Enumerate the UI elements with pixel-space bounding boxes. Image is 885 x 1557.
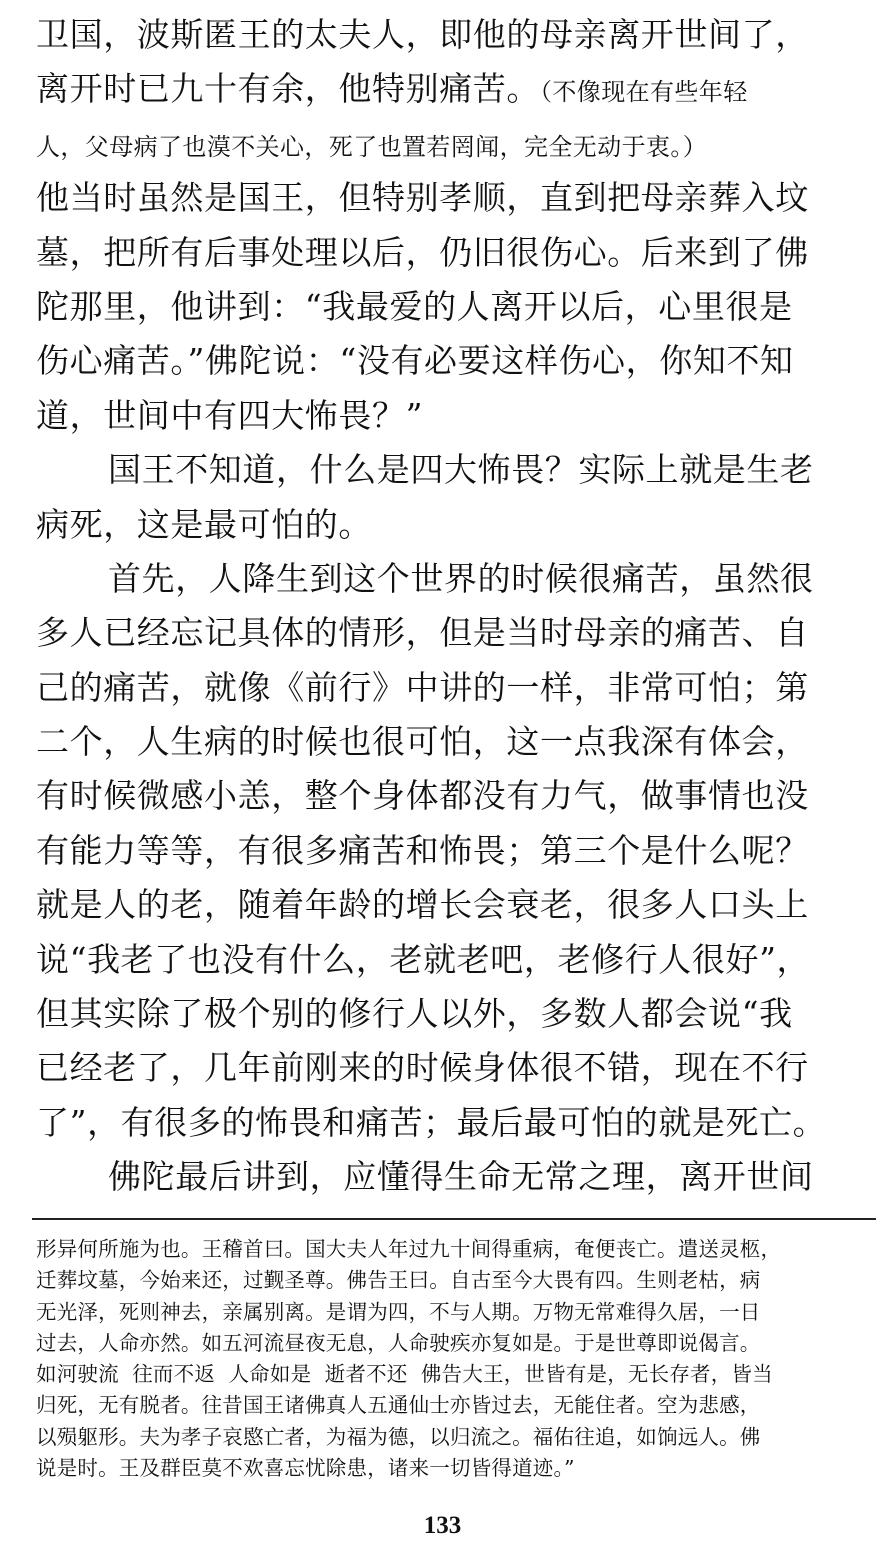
text-line: 佛陀最后讲到，应懂得生命无常之理，离开世间	[108, 1157, 814, 1197]
footnote-line: 归死，无有脱者。往昔国王诸佛真人五通仙士亦皆过去，无能住者。空为悲感，	[36, 1393, 761, 1418]
footnote-divider	[32, 1218, 876, 1220]
text-line: 有时候微感小恙，整个身体都没有力气，做事情也没	[36, 776, 809, 816]
main-text	[36, 8, 876, 1205]
parenthetical-note: 人，父母病了也漠不关心，死了也置若罔闻，完全无动于衷。）	[36, 132, 708, 161]
text-line: 国王不知道，什么是四大怖畏？实际上就是生老	[108, 450, 814, 490]
page-number: 133	[423, 1512, 462, 1539]
footnote-line: 说是时。王及群臣莫不欢喜忘忧除患，诸来一切皆得道迹。”	[36, 1456, 575, 1481]
footnote-line: 以殒躯形。夫为孝子哀愍亡者，为福为德，以归流之。福佑往追，如饷远人。佛	[36, 1424, 761, 1449]
text-line: 卫国，波斯匿王的太夫人，即他的母亲离开世间了，	[36, 15, 809, 54]
text-line: 病死，这是最可怕的。	[36, 504, 372, 544]
text-line: 了”，有很多的怖畏和痛苦；最后最可怕的就是死亡。	[36, 1102, 827, 1142]
text-line: 首先，人降生到这个世界的时候很痛苦，虽然很	[108, 558, 814, 598]
text-line: 陀那里，他讲到：“我最爱的人离开以后，心里很是	[36, 286, 793, 326]
text-line: 离开时已九十有余，他特别痛苦。（不像现在有些年轻	[36, 69, 748, 109]
footnote-line: 无光泽，死则神去，亲属别离。是谓为四，不与人期。万物无常难得久居，一日	[36, 1299, 761, 1324]
text-line: 己的痛苦，就像《前行》中讲的一样，非常可怕；第	[36, 667, 809, 707]
text-line: 道，世间中有四大怖畏？”	[36, 395, 424, 435]
footnote-line: 形异何所施为也。王稽首曰。国大夫人年过九十间得重病，奄便丧亡。遣送灵柩，	[36, 1237, 782, 1261]
text-line: 已经老了，几年前刚来的时候身体很不错，现在不行	[36, 1048, 809, 1088]
text-line: 说“我老了也没有什么，老就老吧，老修行人很好”，	[36, 939, 811, 979]
footnote-block	[36, 1234, 876, 1484]
text-line: 二个，人生病的时候也很可怕，这一点我深有体会，	[36, 722, 809, 762]
footnote-line: 迁葬坟墓，今始来还，过觐圣尊。佛告王曰。自古至今大畏有四。生则老枯，病	[36, 1268, 761, 1293]
text-line: 有能力等等，有很多痛苦和怖畏；第三个是什么呢？	[36, 830, 809, 870]
footnote-line: 过去，人命亦然。如五河流昼夜无息，人命驶疾亦复如是。于是世尊即说偈言。	[36, 1330, 761, 1355]
text-line: 就是人的老，随着年龄的增长会衰老，很多人口头上	[36, 885, 809, 925]
parenthetical-note: （不像现在有些年轻	[540, 78, 748, 107]
text-line: 但其实除了极个别的修行人以外，多数人都会说“我	[36, 994, 793, 1034]
text-line	[36, 117, 876, 171]
text-line: 墓，把所有后事处理以后，仍旧很伤心。后来到了佛	[36, 232, 809, 272]
text-line: 多人已经忘记具体的情形，但是当时母亲的痛苦、自	[36, 613, 809, 653]
text-line: 伤心痛苦。”佛陀说：“没有必要这样伤心，你知不知	[36, 341, 794, 381]
text-line: 他当时虽然是国王，但特别孝顺，直到把母亲葬入坟	[36, 178, 809, 218]
footnote-line: 如河驶流 往而不返 人命如是 逝者不还 佛告大王，世皆有是，无长存者，皆当	[36, 1362, 773, 1387]
